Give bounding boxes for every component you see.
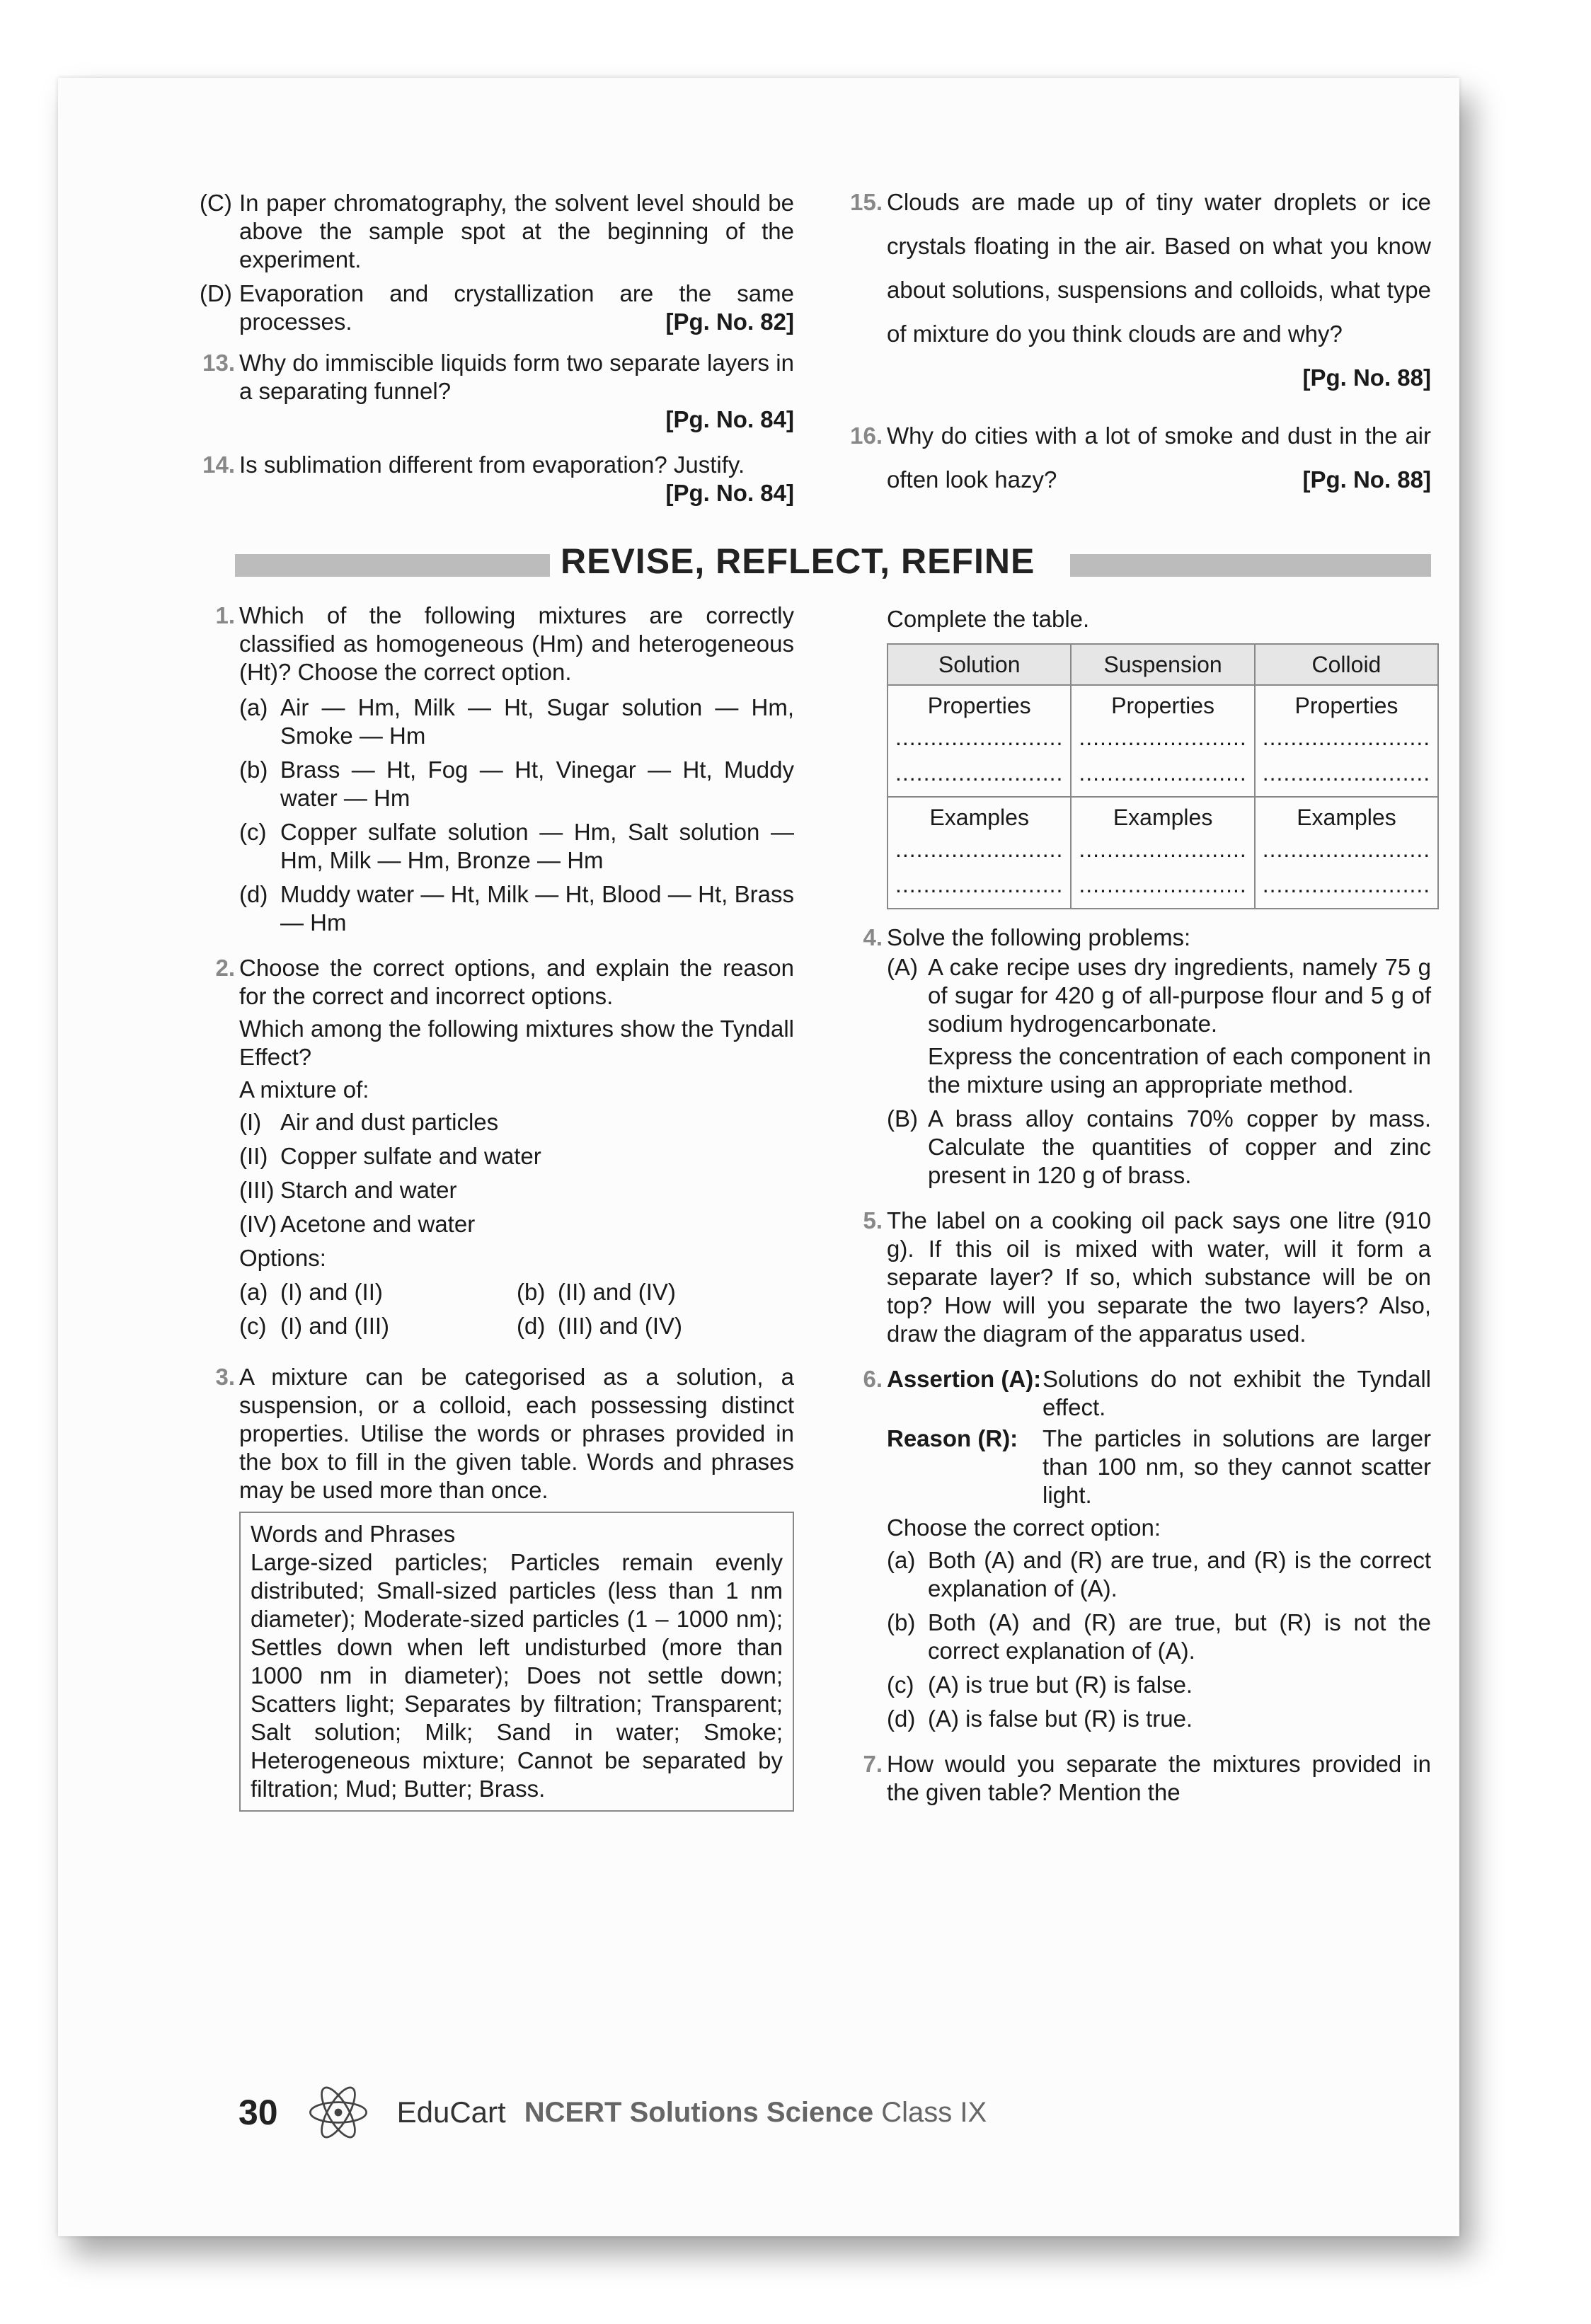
question-text: Clouds are made up of tiny water droplets or ice crystals floating in the air. Based on what you know about solutions, suspensions and colloids, what type of mixture do you think clouds are and why? [887, 189, 1431, 347]
q4-part-b [887, 1105, 1431, 1190]
item-text: Copper sulfate and water [280, 1143, 541, 1169]
question-7 [847, 1750, 1431, 1807]
top-left-column [200, 188, 794, 524]
question-text: Is sublimation different from evaporation? Justify. [239, 451, 745, 478]
cell-label: Examples [1297, 805, 1396, 830]
question-text: A mixture can be categorised as a solution, a suspension, or a colloid, each possessing distinct properties. Utilise the words or phrases provided in the box to fill in the given table. Words and phrases may be used more than once. [239, 1364, 794, 1503]
item-label: (III) [239, 1177, 275, 1203]
question-number: 4. [863, 924, 883, 950]
question-number: 2. [215, 955, 235, 981]
option-text: (II) and (IV) [558, 1279, 676, 1305]
cell-label: Examples [929, 805, 1029, 830]
option-c [200, 189, 794, 274]
q1-option-a [239, 694, 794, 750]
box-title: Words and Phrases [251, 1521, 456, 1547]
lower-left-column [200, 602, 794, 1829]
option-label: (c) [239, 1313, 267, 1339]
question-text: Why do cities with a lot of smoke and dust in the air often look hazy? [887, 422, 1431, 493]
series-bold: NCERT Solutions Science [524, 2096, 874, 2128]
assertion-label: Assertion (A): [887, 1366, 1042, 1392]
part-label: (B) [887, 1105, 918, 1132]
option-label: (a) [239, 694, 268, 720]
option-text: Copper sulfate solution — Hm, Salt solution — Hm, Milk — Hm, Bronze — Hm [280, 819, 794, 873]
option-label: (b) [887, 1609, 916, 1635]
cell-label: Properties [1294, 693, 1398, 718]
question-number: 15. [850, 189, 883, 215]
option-label: (D) [200, 280, 232, 306]
q6-option-c [887, 1671, 1431, 1699]
table-cell[interactable] [1255, 797, 1438, 909]
question-13 [200, 349, 794, 434]
blank-line: ........................ [1262, 872, 1431, 897]
banner-bar-left [235, 554, 550, 577]
option-label: (c) [239, 819, 267, 845]
option-text: (III) and (IV) [558, 1313, 683, 1339]
cell-label: Properties [927, 693, 1031, 718]
reason-text: The particles in solutions are larger than 100 nm, so they cannot scatter light. [1043, 1425, 1431, 1508]
item-label: (II) [239, 1143, 268, 1169]
option-label: (C) [200, 190, 232, 216]
q1-option-c [239, 818, 794, 875]
atom-logo-icon [306, 2081, 370, 2144]
item-label: (I) [239, 1109, 262, 1135]
page-number: 30 [239, 2093, 278, 2132]
document-page [58, 78, 1459, 2236]
item-text: Air and dust particles [280, 1109, 499, 1135]
option-text: Muddy water — Ht, Milk — Ht, Blood — Ht, Brass — Hm [280, 881, 794, 936]
blank-line: ........................ [1262, 725, 1431, 750]
option-label: (a) [239, 1279, 268, 1305]
part-text: A cake recipe uses dry ingredients, namely 75 g of sugar for 420 g of all-purpose flour and 5 g of sodium hydrogencarbonate. [928, 954, 1431, 1037]
question-1 [200, 602, 794, 937]
q2-item-3 [239, 1176, 794, 1204]
option-text: Brass — Ht, Fog — Ht, Vinegar — Ht, Muddy water — Hm [280, 757, 794, 811]
question-4 [847, 924, 1431, 1190]
assertion-text: Solutions do not exhibit the Tyndall effect. [1043, 1366, 1431, 1420]
part-label: (A) [887, 954, 918, 980]
section-banner [235, 541, 1431, 581]
q2-option-b [517, 1278, 794, 1306]
question-number: 6. [863, 1366, 883, 1392]
q6-option-b [887, 1609, 1431, 1665]
blank-line: ........................ [1079, 760, 1247, 786]
q1-option-d [239, 880, 794, 937]
blank-line: ........................ [1079, 725, 1247, 750]
banner-bar-right [1070, 554, 1431, 577]
blank-line: ........................ [1079, 872, 1247, 897]
question-text: Which of the following mixtures are correctly classified as homogeneous (Hm) and heterogeneous (Ht)? Choose the correct option. [239, 602, 794, 685]
page-reference: [Pg. No. 84] [665, 480, 794, 506]
question-text: Why do immiscible liquids form two separate layers in a separating funnel? [239, 350, 794, 404]
classification-table [887, 643, 1439, 909]
reason-label: Reason (R): [887, 1425, 1018, 1451]
option-label: (c) [887, 1672, 914, 1698]
box-text: Large-sized particles; Particles remain evenly distributed; Small-sized particles (less than 1 nm diameter); Moderate-sized particles (1 – 1000 nm); Settles down when left undisturbed (more than 1000 nm in diameter); Does not settle down; Scatters light; Separates by filtration; Transparent; Salt solution; Milk; Sand in water; Smoke; Heterogeneous mixture; Cannot be separated by filtration; Mud; Butter; Brass. [251, 1549, 783, 1802]
q2-item-4 [239, 1210, 794, 1238]
option-label: (b) [517, 1279, 546, 1305]
question-text: Choose the correct options, and explain the reason for the correct and incorrect options. [239, 955, 794, 1009]
question-number: 13. [202, 350, 235, 376]
blank-line: ........................ [895, 836, 1064, 862]
q2-options-grid [239, 1277, 794, 1346]
table-header: Suspension [1071, 644, 1254, 685]
options-label: Options: [239, 1245, 326, 1271]
page-reference: [Pg. No. 84] [665, 406, 794, 432]
question-14 [200, 451, 794, 507]
lower-right-column [847, 605, 1431, 1824]
option-text: (I) and (II) [280, 1279, 383, 1305]
item-label: (IV) [239, 1211, 277, 1237]
question-text: How would you separate the mixtures provided in the given table? Mention the [887, 1751, 1431, 1805]
series-class: Class IX [881, 2096, 987, 2128]
top-right-column [847, 180, 1431, 519]
q2-option-d [517, 1312, 794, 1340]
table-cell[interactable] [888, 797, 1071, 909]
question-3 [200, 1363, 794, 1812]
page-reference: [Pg. No. 88] [1302, 466, 1431, 493]
question-16 [847, 414, 1431, 502]
page-reference: [Pg. No. 82] [665, 309, 794, 335]
option-label: (d) [517, 1313, 546, 1339]
option-label: (b) [239, 757, 268, 783]
q2-item-1 [239, 1108, 794, 1137]
series-title [524, 2097, 987, 2129]
q6-option-d [887, 1705, 1431, 1733]
question-15 [847, 180, 1431, 400]
table-cell[interactable] [1071, 685, 1254, 797]
cell-label: Examples [1113, 805, 1213, 830]
question-number: 3. [215, 1364, 235, 1390]
table-header: Solution [888, 644, 1071, 685]
words-and-phrases-box [239, 1512, 794, 1812]
blank-line: ........................ [895, 872, 1064, 897]
option-text: In paper chromatography, the solvent level should be above the sample spot at the beginning of the experiment. [239, 190, 794, 272]
question-text: The label on a cooking oil pack says one litre (910 g). If this oil is mixed with water, will it form a separate layer? If so, which substance will be on top? How will you separate the two layers? Also, draw the diagram of the apparatus used. [887, 1207, 1431, 1347]
reason-row [887, 1425, 1431, 1509]
part-text: A brass alloy contains 70% copper by mass. Calculate the quantities of copper and zinc present in 120 g of brass. [928, 1105, 1431, 1188]
question-subtext: A mixture of: [239, 1076, 369, 1103]
option-text: (A) is true but (R) is false. [928, 1672, 1193, 1698]
page-footer [239, 2081, 987, 2144]
table-cell[interactable] [1071, 797, 1254, 909]
option-text: Both (A) and (R) are true, but (R) is not the correct explanation of (A). [928, 1609, 1431, 1664]
q4-part-a [887, 953, 1431, 1099]
complete-table-instruction: Complete the table. [887, 606, 1090, 632]
option-text: Both (A) and (R) are true, and (R) is the correct explanation of (A). [928, 1547, 1431, 1601]
item-text: Acetone and water [280, 1211, 476, 1237]
item-text: Starch and water [280, 1177, 457, 1203]
page-reference: [Pg. No. 88] [1302, 364, 1431, 391]
section-title: REVISE, REFLECT, REFINE [561, 541, 1035, 581]
option-d [200, 280, 794, 336]
cell-label: Properties [1111, 693, 1214, 718]
choose-instruction: Choose the correct option: [887, 1514, 1161, 1541]
question-subtext: Which among the following mixtures show the Tyndall Effect? [239, 1016, 794, 1070]
option-text: (A) is false but (R) is true. [928, 1705, 1193, 1732]
question-number: 1. [215, 602, 235, 628]
question-6 [847, 1365, 1431, 1733]
option-text: (I) and (III) [280, 1313, 390, 1339]
q6-option-a [887, 1546, 1431, 1603]
question-number: 7. [863, 1751, 883, 1777]
q2-option-a [239, 1278, 517, 1306]
table-header: Colloid [1255, 644, 1438, 685]
option-label: (d) [239, 881, 268, 907]
question-5 [847, 1207, 1431, 1348]
table-cell[interactable] [888, 685, 1071, 797]
brand-name: EduCart [396, 2095, 506, 2129]
blank-line: ........................ [895, 760, 1064, 786]
option-text: Air — Hm, Milk — Ht, Sugar solution — Hm, Smoke — Hm [280, 694, 794, 749]
q2-item-2 [239, 1142, 794, 1170]
blank-line: ........................ [1262, 836, 1431, 862]
q2-option-c [239, 1312, 517, 1340]
question-number: 16. [850, 422, 883, 449]
assertion-row [887, 1365, 1431, 1422]
option-text: Evaporation and crystallization are the same processes. [239, 280, 794, 335]
table-cell[interactable] [1255, 685, 1438, 797]
q1-option-b [239, 756, 794, 812]
question-2 [200, 954, 794, 1346]
blank-line: ........................ [1079, 836, 1247, 862]
option-label: (a) [887, 1547, 916, 1573]
question-number: 14. [202, 451, 235, 478]
part-subtext: Express the concentration of each component in the mixture using an appropriate method. [928, 1043, 1431, 1098]
blank-line: ........................ [1262, 760, 1431, 786]
question-number: 5. [863, 1207, 883, 1233]
option-label: (d) [887, 1705, 916, 1732]
blank-line: ........................ [895, 725, 1064, 750]
question-text: Solve the following problems: [887, 924, 1191, 950]
